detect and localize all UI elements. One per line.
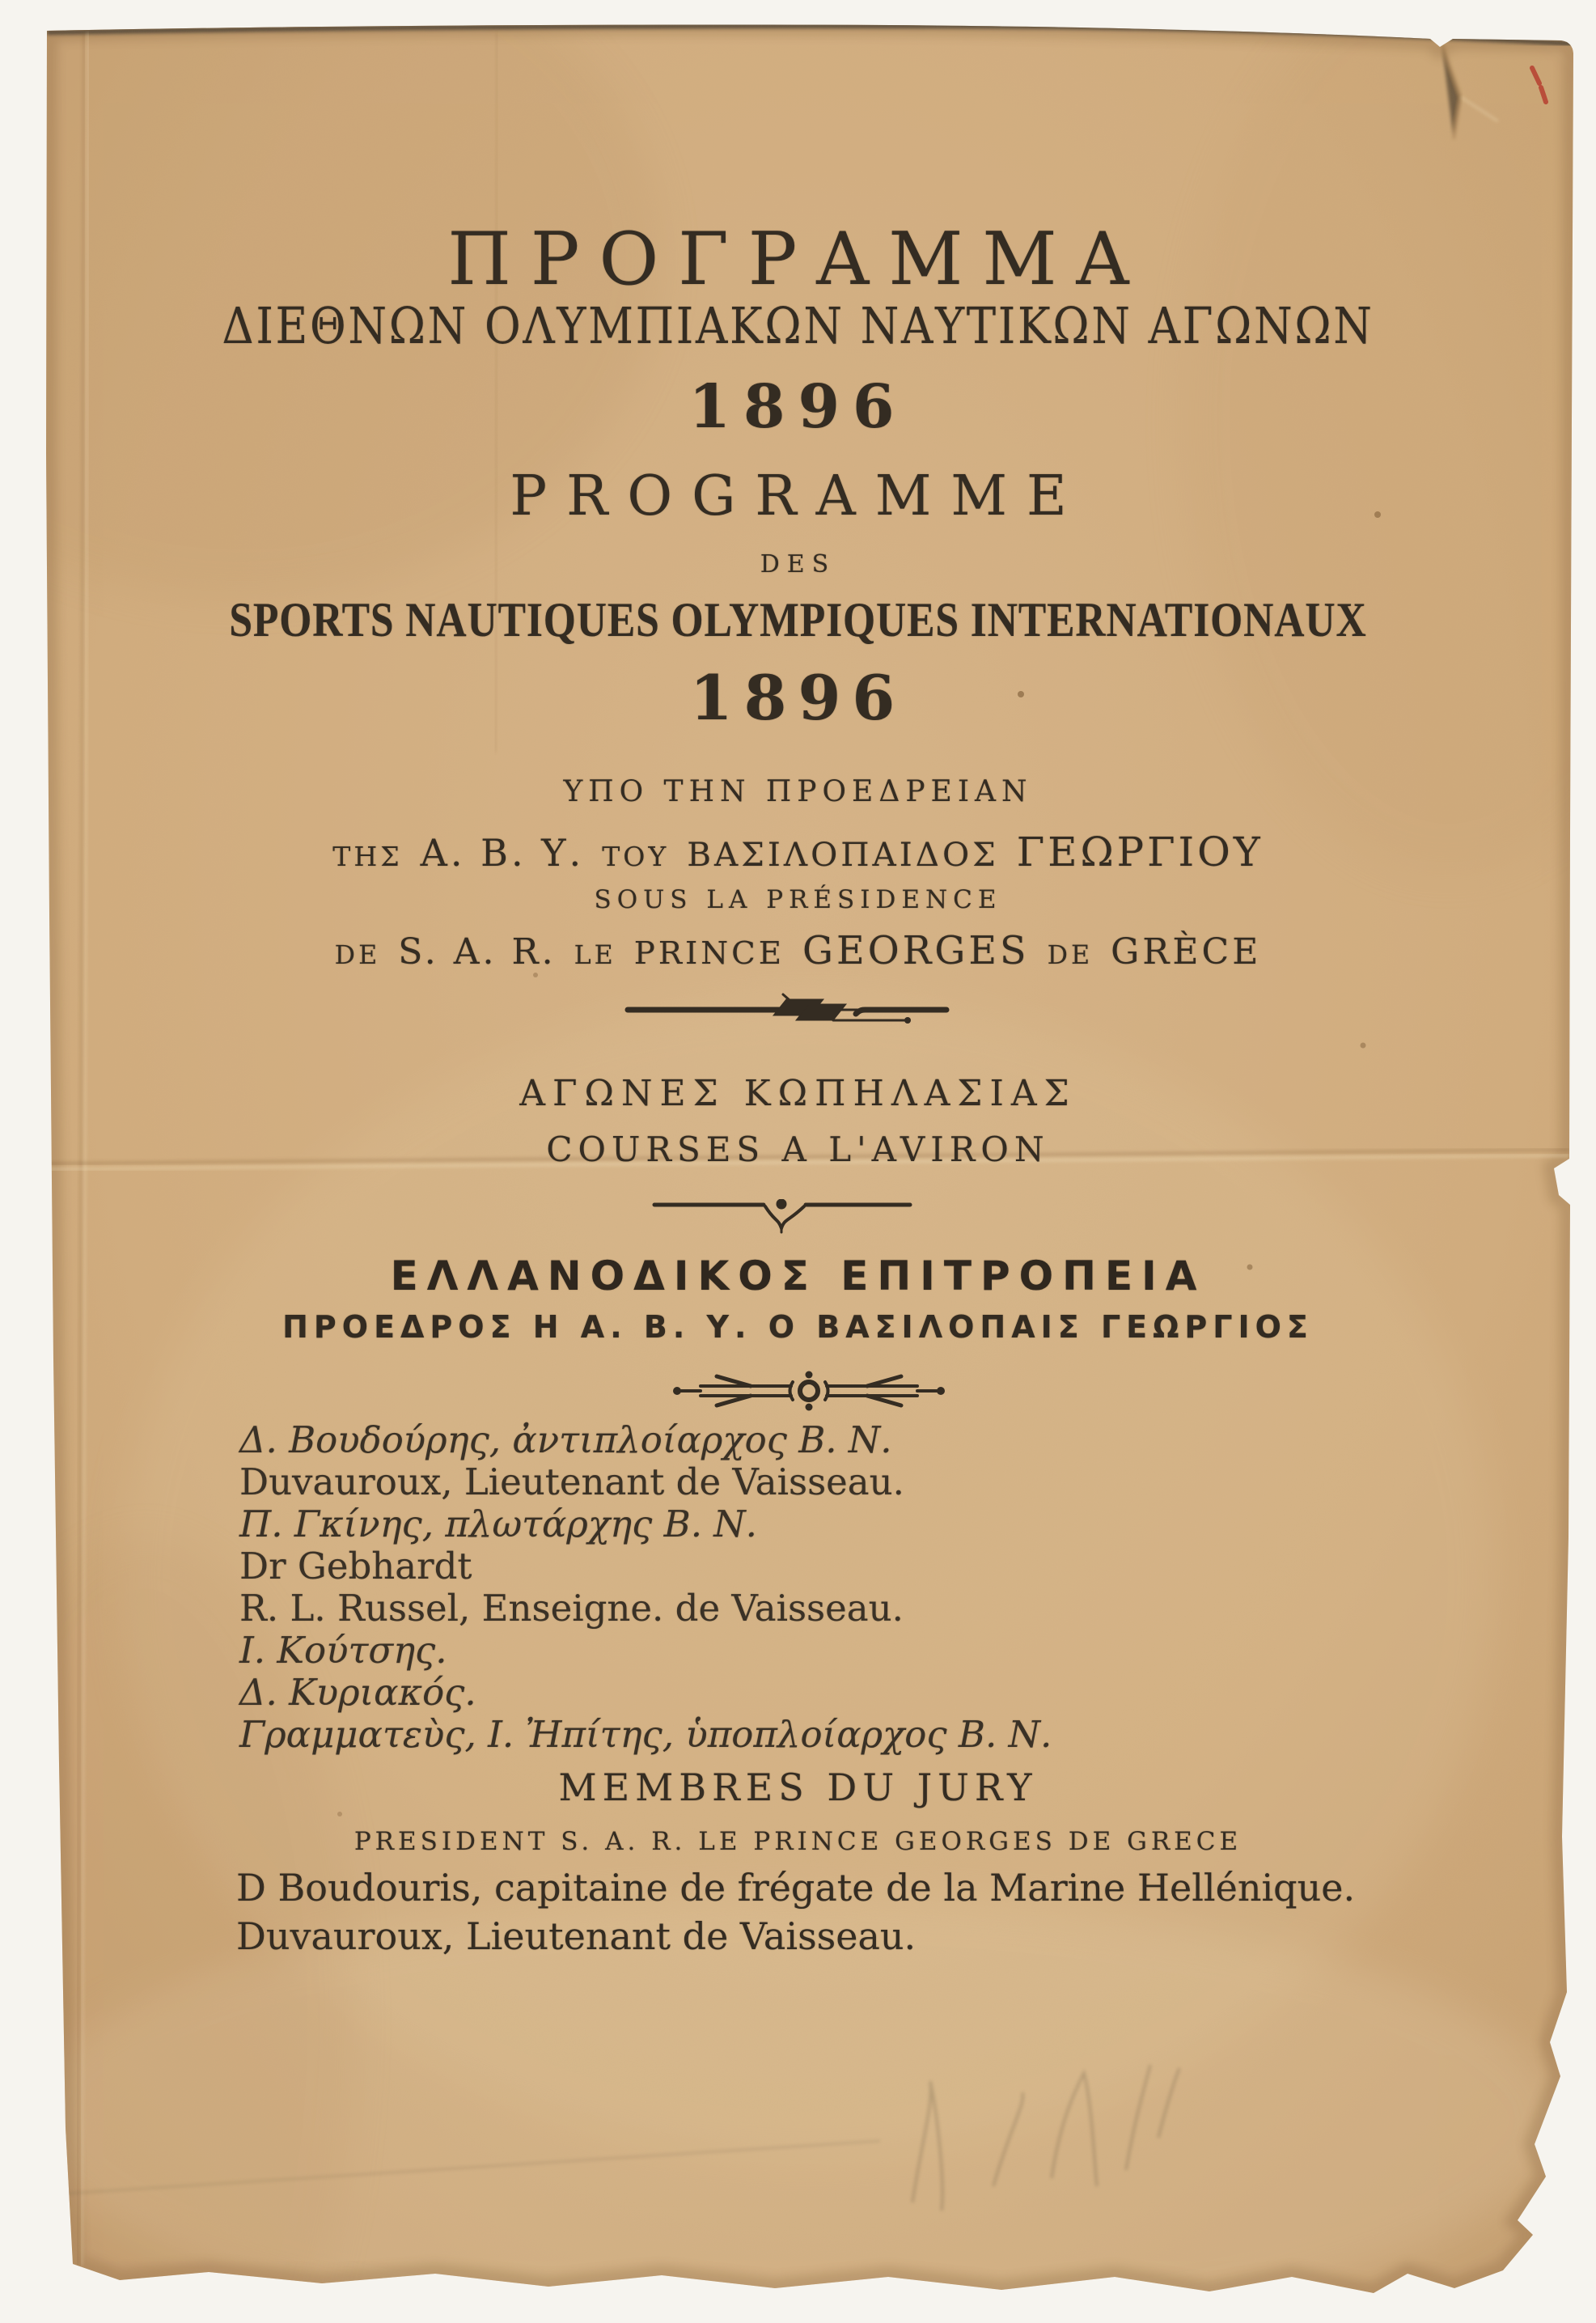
presidency-greek-seg: ΒΑΣΙΛΟΠΑΙΔΟΣ: [687, 835, 999, 874]
jury-member: Duvauroux, Lieutenant de Vaisseau.: [236, 1914, 917, 1958]
presidency-greek-line: [24, 829, 1572, 875]
committee-member-list: [239, 1419, 1453, 1756]
committee-member: Duvauroux, Lieutenant de Vaisseau.: [239, 1460, 904, 1503]
french-title: PROGRAMME: [510, 464, 1086, 528]
french-subtitle: SPORTS NAUTIQUES OLYMPIQUES INTERNATIONAUX: [229, 593, 1367, 646]
jury-heading: MEMBRES DU JURY: [558, 1766, 1038, 1809]
committee-president: ΠΡΟΕΔΡΟΣ Η Α. Β. Υ. Ο ΒΑΣΙΛΟΠΑΙΣ ΓΕΩΡΓΙΟΣ: [282, 1309, 1314, 1345]
committee-member: Π. Γκίνης, πλωτάρχης Β. Ν.: [239, 1503, 757, 1545]
event-greek: ΑΓΩΝΕΣ ΚΩΠΗΛΑΣΙΑΣ: [519, 1073, 1077, 1114]
greek-year: 1896: [688, 372, 908, 442]
presidency-french-seg: DE: [1047, 941, 1094, 970]
presidency-french-seg: GRÈCE: [1111, 931, 1262, 973]
bracket-dot-ornament-icon: [652, 1199, 912, 1235]
committee-member: Γραμματεὺς, Ι. Ἠπίτης, ὑποπλοίαρχος Β. Ν.: [239, 1713, 1052, 1756]
presidency-greek-seg: Α. Β. Υ.: [420, 831, 585, 875]
greek-subtitle: ΔΙΕΘΝΩΝ ΟΛΥΜΠΙΑΚΩΝ ΝΑΥΤΙΚΩΝ ΑΓΩΝΩΝ: [222, 296, 1374, 355]
knot-rule-ornament-icon: [621, 992, 955, 1029]
committee-heading: ΕΛΛΑΝΟΔΙΚΟΣ ΕΠΙΤΡΟΠΕΙΑ: [390, 1253, 1206, 1299]
committee-member: Ι. Κούτσης.: [239, 1629, 447, 1672]
presidency-greek-heading: ΥΠΟ ΤΗΝ ΠΡΟΕΔΡΕΙΑΝ: [563, 775, 1033, 808]
jury-member: D Boudouris, capitaine de frégate de la Marine Hellénique.: [236, 1866, 1356, 1910]
committee-member: R. L. Russel, Enseigne. de Vaisseau.: [239, 1587, 904, 1630]
presidency-french-seg: LE: [574, 941, 616, 970]
presidency-french-seg: DE: [334, 941, 381, 970]
presidency-french-seg: S. A. R.: [398, 931, 557, 973]
jury-president-line: PRESIDENT S. A. R. LE PRINCE GEORGES DE GRECE: [353, 1827, 1243, 1856]
committee-member: Δ. Βουδούρης, ἀντιπλοίαρχος Β. Ν.: [239, 1418, 892, 1461]
presidency-french-seg: GEORGES: [802, 929, 1030, 973]
presidency-french-line: [24, 929, 1572, 973]
presidency-greek-seg: ΤΟΥ: [602, 841, 670, 872]
greek-title: ΠΡΟΓΡΑΜΜΑ: [447, 217, 1149, 302]
french-year: 1896: [689, 662, 907, 734]
committee-member: Dr Gebhardt: [239, 1545, 472, 1588]
presidency-french-heading: SOUS LA PRÉSIDENCE: [594, 885, 1002, 914]
event-french: COURSES A L'AVIRON: [546, 1130, 1050, 1169]
feathered-bar-ornament-icon: [671, 1366, 946, 1416]
presidency-greek-seg: ΤΗΣ: [332, 841, 403, 872]
committee-member: Δ. Κυριακός.: [239, 1671, 476, 1714]
presidency-greek-seg: ΓΕΩΡΓΙΟΥ: [1016, 829, 1264, 875]
presidency-french-seg: PRINCE: [633, 935, 785, 972]
french-article: DES: [760, 550, 836, 579]
